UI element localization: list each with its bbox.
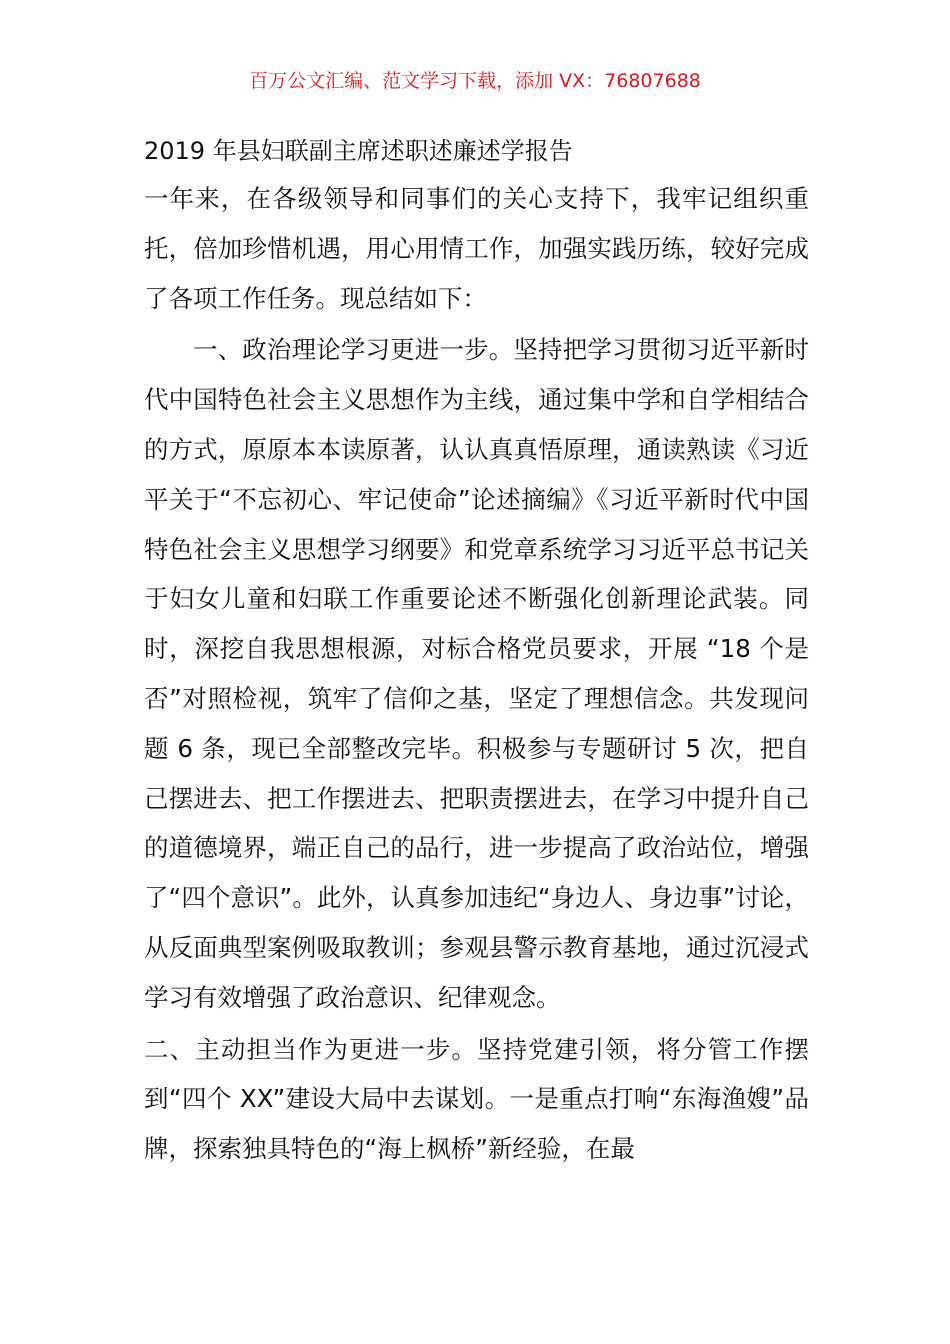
section-one-paragraph: 一、政治理论学习更进一步。坚持把学习贯彻习近平新时代中国特色社会主义思想作为主线，通过集中学和自学相结合的方式，原原本本读原著，认认真真悟原理，通读熟读《习近平关于“不忘初心、牢记使命”论述摘编》《习近平新时代中国特色社会主义思想学习纲要》和党章系统学习习近平总书记关于妇女儿童和妇联工作重要论述不断强化创新理论武装。同时，深挖自我思想根源，对标合格党员要求，开展 “18 个是否”对照检视，筑牢了信仰之基，坚定了理想信念。共发现问题 6 条，现已全部整改完毕。积极参与专题研讨 5 次，把自己摆进去、把工作摆进去、把职责摆进去，在学习中提升自己的道德境界，端正自己的品行，进一步提高了政治站位，增强了“四个意识”。此外，认真参加违纪“身边人、身边事”讨论，从反面典型案例吸取教训；参观县警示教育基地，通过沉浸式学习有效增强了政治意识、纪律观念。 <box>144 335 809 1012</box>
document-title: 2019 年县妇联副主席述职述廉述学报告 <box>144 137 573 165</box>
intro-paragraph: 一年来，在各级领导和同事们的关心支持下，我牢记组织重托，倍加珍惜机遇，用心用情工作，加强实践历练，较好完成了各项工作任务。现总结如下： <box>144 184 809 313</box>
section-two-paragraph: 二、主动担当作为更进一步。坚持党建引领，将分管工作摆到“四个 XX”建设大局中去谋划。一是重点打响“东海渔嫂”品牌，探索独具特色的“海上枫桥”新经验，在最 <box>144 1034 809 1164</box>
document-body <box>144 128 809 1174</box>
header-watermark-note: 百万公文汇编、范文学习下载，添加 VX：76807688 <box>249 70 701 92</box>
